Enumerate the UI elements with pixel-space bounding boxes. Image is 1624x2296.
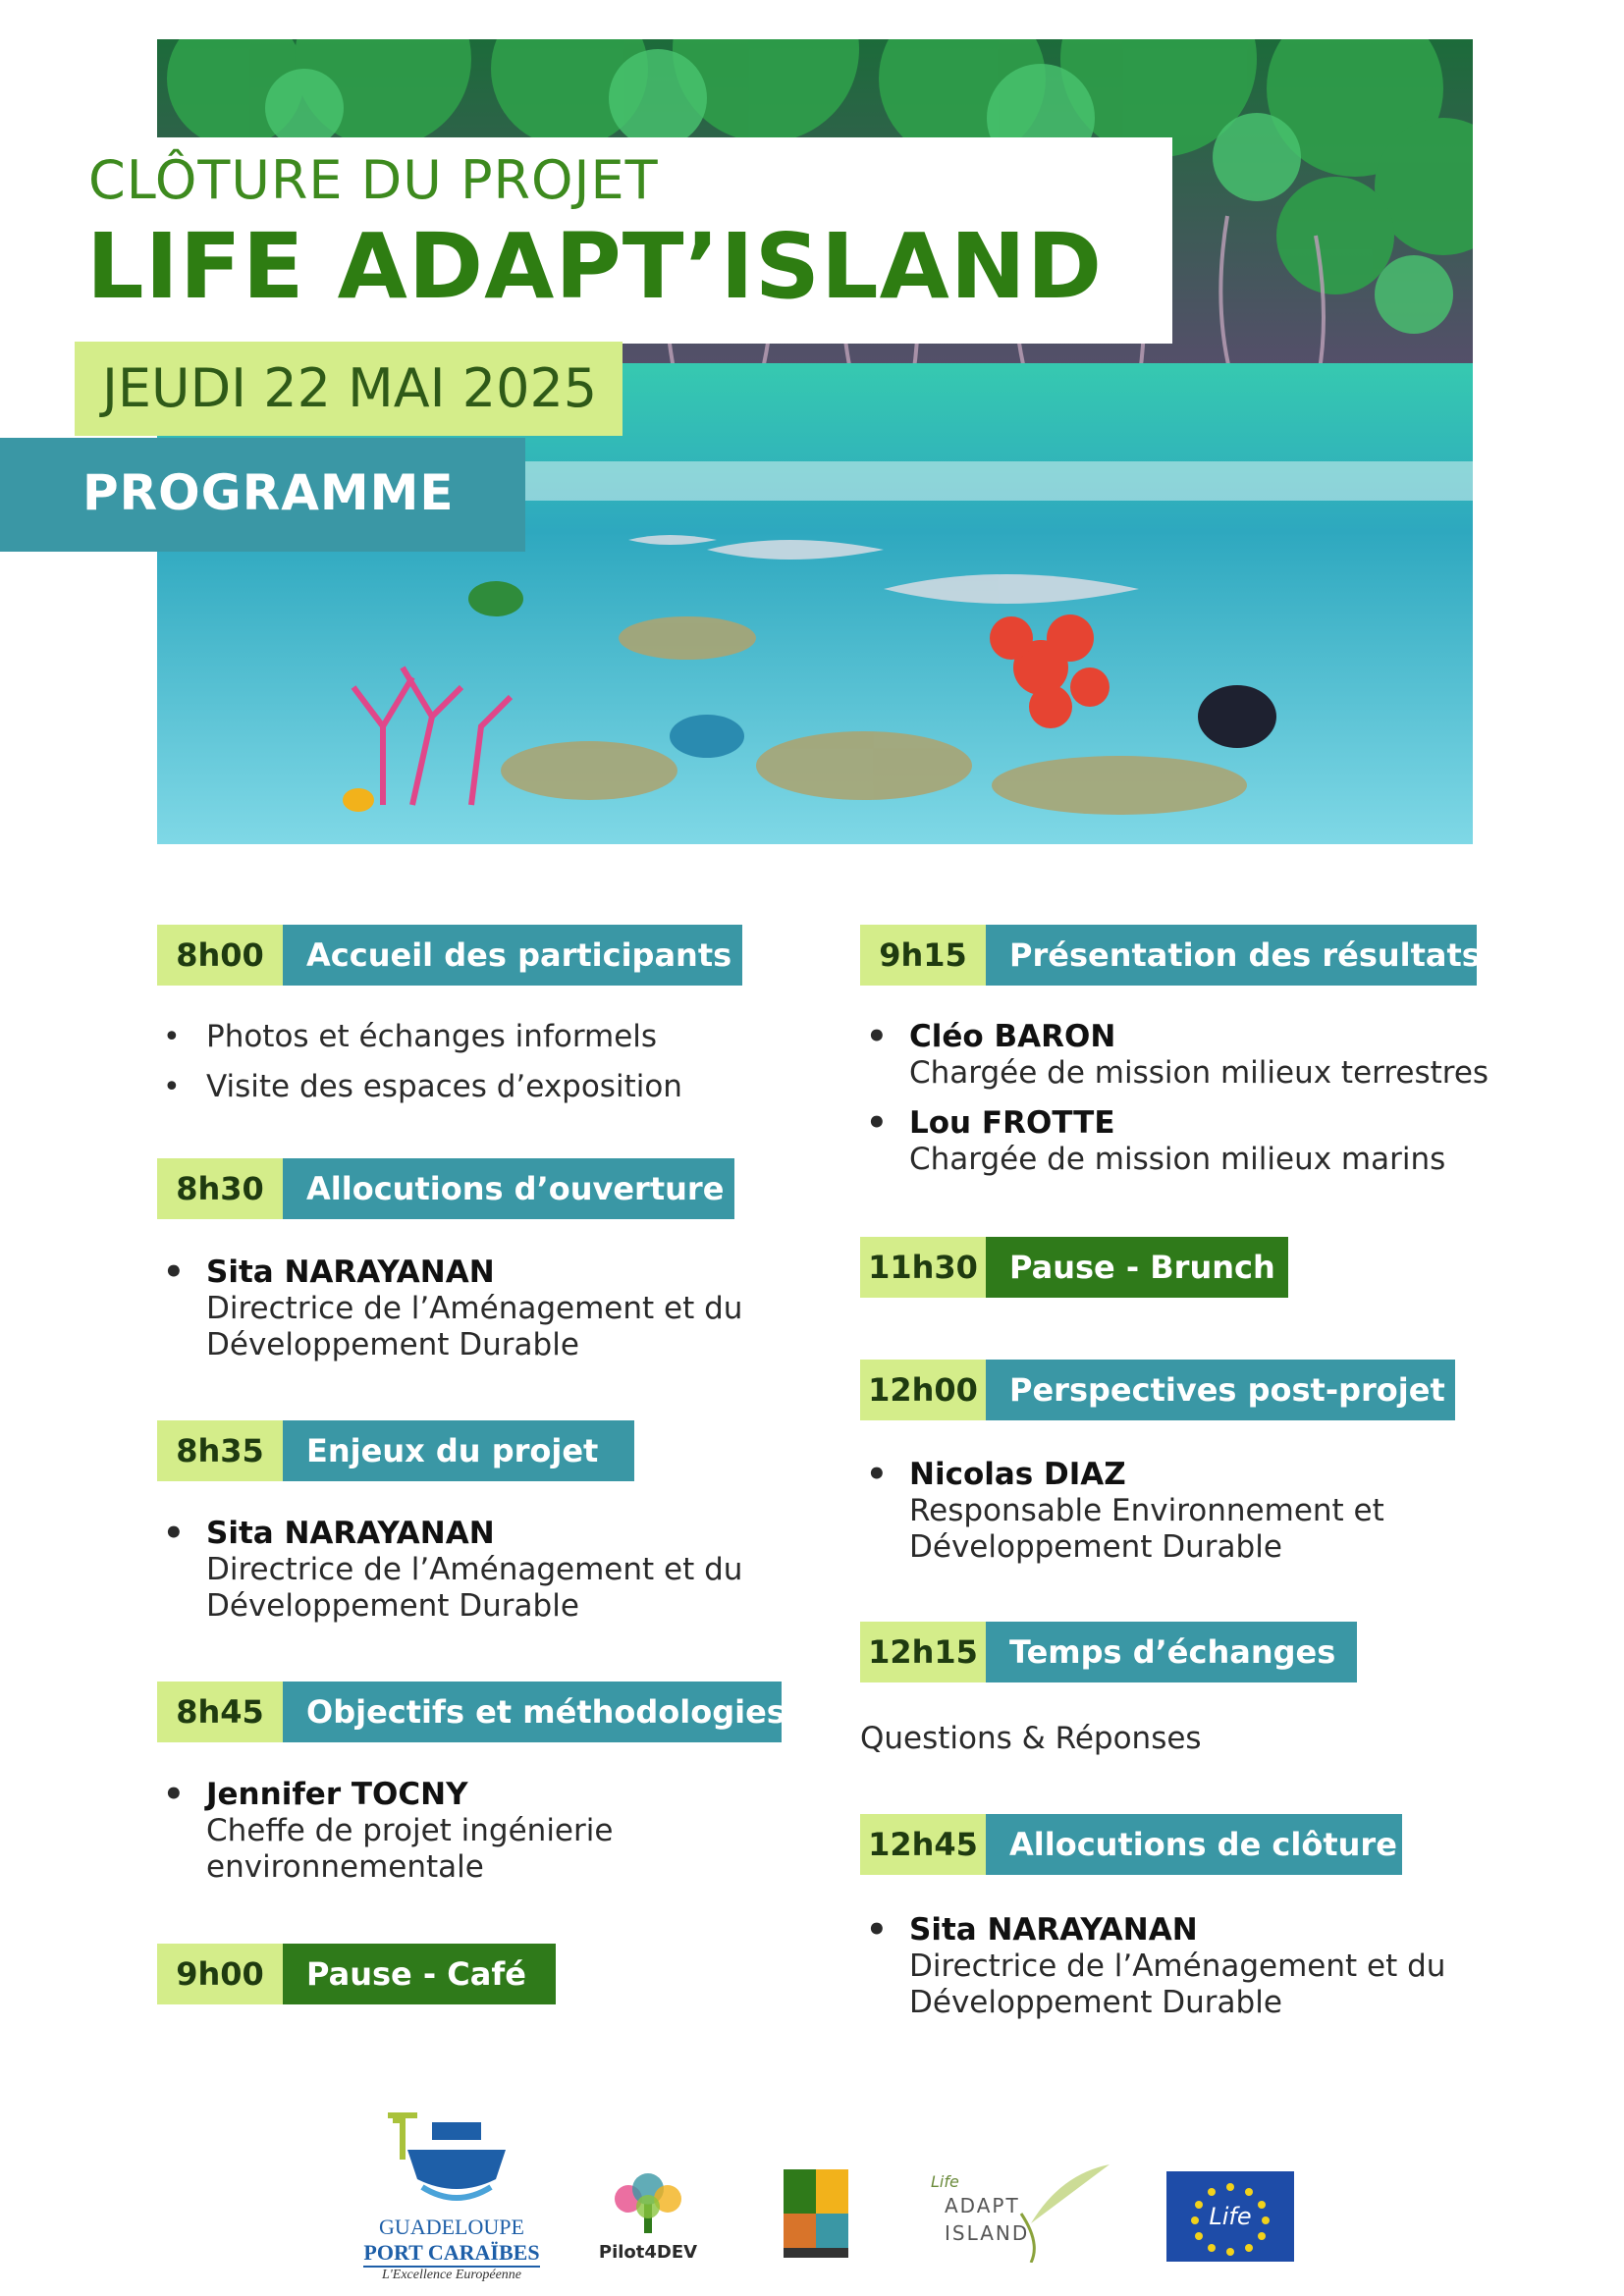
guadeloupe-port-caraibes-logo <box>363 2101 540 2287</box>
pilot4dev-logo <box>589 2169 707 2277</box>
logo-text: Pilot4DEV <box>598 2242 698 2263</box>
slot-8h30 <box>157 1158 734 1219</box>
slot-title: Objectifs et méthodologies <box>283 1682 782 1742</box>
slot-12h15 <box>860 1622 1357 1682</box>
speaker-role: Cheffe de projet ingénierie environnementale <box>206 1813 614 1885</box>
speaker-name: • Nicolas DIAZ <box>909 1457 1126 1492</box>
slot-12h45 <box>860 1814 1402 1875</box>
speaker <box>860 1105 1489 1178</box>
slot-12h00-details <box>860 1457 1384 1579</box>
slot-8h35 <box>157 1420 634 1481</box>
slot-8h00 <box>157 925 742 986</box>
slot-title: Perspectives post-projet <box>986 1360 1455 1420</box>
event-title: LIFE ADAPT’ISLAND <box>86 214 1104 319</box>
slot-8h45 <box>157 1682 785 1742</box>
speaker-name: • Cléo BARON <box>909 1019 1116 1054</box>
port-emblem-icon <box>363 2101 540 2209</box>
speaker-role: Chargée de mission milieux terrestres <box>909 1055 1489 1091</box>
curapeg-logo <box>784 2169 848 2258</box>
list-item: • Photos et échanges informels <box>157 1019 682 1055</box>
slot-title: Allocutions de clôture <box>986 1814 1402 1875</box>
logo-line: ISLAND <box>945 2221 1030 2245</box>
slot-time: 8h35 <box>157 1420 283 1481</box>
slot-title: Accueil des participants <box>283 925 742 986</box>
partner-logos <box>0 2091 1624 2287</box>
tree-icon <box>589 2169 707 2238</box>
speaker-name: • Jennifer TOCNY <box>206 1777 468 1812</box>
speaker-role: Directrice de l’Aménagement et du Développement Durable <box>206 1552 743 1624</box>
logo-line: GUADELOUPE <box>379 2215 524 2239</box>
logo-text: Life <box>1209 2203 1252 2230</box>
slot-title: Allocutions d’ouverture <box>283 1158 734 1219</box>
slot-title: Présentation des résultats <box>986 925 1477 986</box>
event-subtitle: CLÔTURE DU PROJET <box>88 149 659 211</box>
slot-time: 8h30 <box>157 1158 283 1219</box>
list-item: • Visite des espaces d’exposition <box>157 1069 682 1105</box>
landscape-icon <box>784 2169 848 2258</box>
speaker-role: Directrice de l’Aménagement et du Développement Durable <box>909 1949 1446 2020</box>
logo-line: PORT CARAÏBES <box>363 2240 540 2268</box>
slot-8h30-details <box>157 1255 742 1377</box>
eu-life-logo <box>1166 2171 1294 2262</box>
slot-time: 12h15 <box>860 1622 986 1682</box>
slot-title: Pause - Café <box>283 1944 556 2004</box>
slot-time: 9h00 <box>157 1944 283 2004</box>
slot-title: Pause - Brunch <box>986 1237 1288 1298</box>
slot-8h00-details <box>157 1019 682 1119</box>
logo-small-text: Life <box>931 2172 959 2191</box>
programme-heading: PROGRAMME <box>82 464 455 521</box>
slot-title: Temps d’échanges <box>986 1622 1357 1682</box>
speaker-role: Responsable Environnement et Développement Durable <box>909 1493 1384 1565</box>
speaker <box>860 1457 1384 1566</box>
slot-11h30 <box>860 1237 1288 1298</box>
qa-note: Questions & Réponses <box>860 1721 1202 1756</box>
logo-tagline: L'Excellence Européenne <box>381 2268 522 2282</box>
speaker <box>157 1777 613 1886</box>
speaker-name: • Sita NARAYANAN <box>206 1516 495 1551</box>
slot-8h45-details <box>157 1777 613 1899</box>
slot-time: 12h00 <box>860 1360 986 1420</box>
slot-9h00 <box>157 1944 556 2004</box>
slot-8h35-details <box>157 1516 742 1638</box>
speaker-name: • Sita NARAYANAN <box>206 1255 495 1290</box>
speaker-role: Chargée de mission milieux marins <box>909 1142 1446 1177</box>
life-adapt-island-logo <box>923 2155 1119 2282</box>
slot-12h00 <box>860 1360 1455 1420</box>
slot-time: 9h15 <box>860 925 986 986</box>
slot-time: 12h45 <box>860 1814 986 1875</box>
speaker <box>860 1912 1445 2021</box>
slot-9h15 <box>860 925 1481 986</box>
slot-time: 8h00 <box>157 925 283 986</box>
logo-line: ADAPT <box>945 2194 1020 2217</box>
speaker <box>157 1516 742 1625</box>
speaker-name: • Sita NARAYANAN <box>909 1912 1198 1948</box>
event-date: JEUDI 22 MAI 2025 <box>102 357 598 419</box>
speaker <box>157 1255 742 1363</box>
slot-title: Enjeux du projet <box>283 1420 634 1481</box>
speaker <box>860 1019 1489 1092</box>
slot-12h45-details <box>860 1912 1445 2035</box>
speaker-role: Directrice de l’Aménagement et du Développement Durable <box>206 1291 743 1362</box>
slot-time: 11h30 <box>860 1237 986 1298</box>
speaker-name: • Lou FROTTE <box>909 1105 1115 1141</box>
slot-time: 8h45 <box>157 1682 283 1742</box>
slot-9h15-details <box>860 1019 1489 1192</box>
